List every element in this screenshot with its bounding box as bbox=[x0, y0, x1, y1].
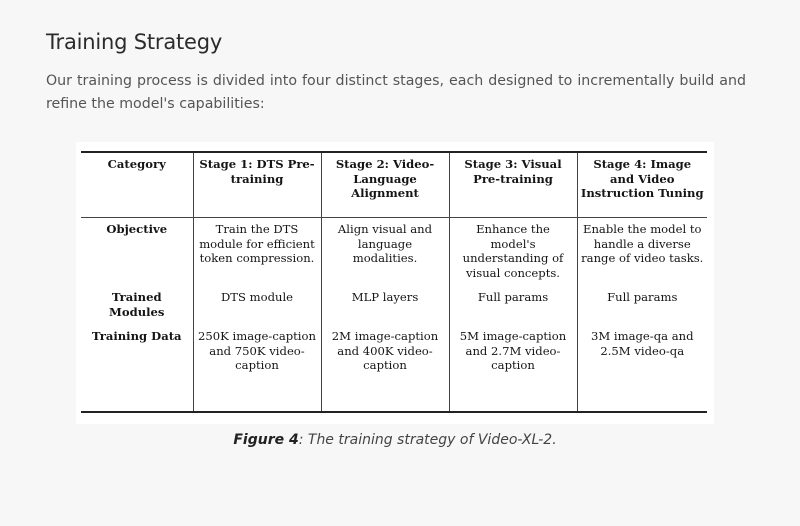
table-cell: Enhance the model's understanding of visual concepts. bbox=[449, 218, 577, 287]
header-stage-4: Stage 4: Image and Video Instruction Tuning bbox=[577, 152, 707, 218]
training-strategy-table bbox=[81, 151, 707, 413]
table-cell: MLP layers bbox=[321, 286, 449, 325]
section-heading: Training Strategy bbox=[46, 30, 223, 54]
table-row bbox=[81, 218, 707, 287]
table-row bbox=[81, 286, 707, 325]
table-cell: Align visual and language modalities. bbox=[321, 218, 449, 287]
table-header-row bbox=[81, 152, 707, 218]
table-cell: 5M image-caption and 2.7M video-caption bbox=[449, 325, 577, 412]
table-cell: 3M image-qa and 2.5M video-qa bbox=[577, 325, 707, 412]
table-cell: Full params bbox=[607, 290, 678, 304]
table-cell: 2M image-caption and 400K video-caption bbox=[321, 325, 449, 412]
figure-caption-label: Figure 4 bbox=[233, 432, 299, 448]
header-stage-2: Stage 2: Video-Language Alignment bbox=[321, 152, 449, 218]
intro-paragraph: Our training process is divided into four distinct stages, each designed to incrementally build and refine the model's capabilities: bbox=[46, 73, 746, 112]
table-cell: Enable the model to handle a diverse range of video tasks. bbox=[581, 222, 704, 265]
table-cell: DTS module bbox=[193, 286, 321, 325]
table-cell: 250K image-caption and 750K video-caption bbox=[193, 325, 321, 412]
figure-caption bbox=[0, 432, 790, 448]
table-row bbox=[81, 325, 707, 412]
figure-caption-text: : The training strategy of Video-XL-2. bbox=[298, 432, 557, 448]
row-label-objective: Objective bbox=[81, 218, 193, 287]
header-stage-3: Stage 3: Visual Pre-training bbox=[449, 152, 577, 218]
row-label-training-data: Training Data bbox=[81, 325, 193, 412]
table-cell: Train the DTS module for efficient token compression. bbox=[193, 218, 321, 287]
header-category: Category bbox=[81, 152, 193, 218]
row-label-trained-modules: Trained Modules bbox=[81, 286, 193, 325]
header-stage-1: Stage 1: DTS Pre-training bbox=[193, 152, 321, 218]
table-cell: Full params bbox=[449, 286, 577, 325]
figure-image bbox=[76, 142, 714, 424]
